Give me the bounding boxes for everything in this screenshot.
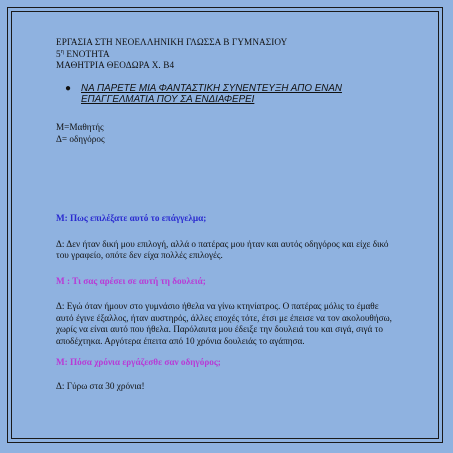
- answer-3: Δ: Γύρω στα 30 χρόνια!: [56, 380, 145, 391]
- document-body: [56, 37, 396, 392]
- question-2: Μ : Τι σας αρέσει σε αυτή τη δουλειά;: [56, 275, 206, 286]
- unit-label: ΕΝΟΤΗΤΑ: [63, 48, 110, 59]
- legend: [56, 122, 396, 145]
- bullet-dot-icon: ●: [65, 82, 72, 94]
- unit-superscript: η: [60, 48, 64, 55]
- answer-1: Δ: Δεν ήταν δική μου επιλογή, αλλά ο πατέρας μου ήταν και αυτός οδηγόρος και είχε δικό του γραφείο, οπότε δεν είχα πολλές επιλογές.: [56, 238, 389, 260]
- legend-driver: Δ= οδηγόρος: [56, 133, 105, 144]
- header-student: ΜΑΘΗΤΡΙΑ ΘΕΟΔΩΡΑ Χ. Β4: [56, 60, 175, 70]
- header-title: ΕΡΓΑΣΙΑ ΣΤΗ ΝΕΟΕΛΛΗΝΙΚΗ ΓΛΩΣΣΑ Β ΓΥΜΝΑΣΙΟΥ: [56, 37, 288, 47]
- question-1: Μ: Πως επιλέξατε αυτό το επάγγελμα;: [56, 213, 207, 223]
- question-3: Μ: Πόσα χρόνια εργάζεσθε σαν οδηγόρος;: [56, 357, 221, 367]
- legend-student: Μ=Μαθητής: [56, 122, 104, 132]
- assignment-text: ΝΑ ΠΑΡΕΤΕ ΜΙΑ ΦΑΝΤΑΣΤΙΚΗ ΣΥΝΕΝΤΕΥΞΗ ΑΠΟ ΕΝΑΝ ΕΠΑΓΓΕΛΜΑΤΙΑ ΠΟΥ ΣΑ ΕΝΔΙΑΦΕΡΕΙ: [81, 82, 342, 106]
- unit-number: 5: [56, 48, 61, 59]
- assignment-bullet: [65, 83, 396, 107]
- answer-2: Δ: Εγώ όταν ήμουν στο γυμνάσιο ήθελα να γίνω κτηνίατρος. Ο πατέρας μόλις το έμαθε αυτό έγινε έξαλλος, ήταν αυστηρός, άλλες εποχές τότε, έτσι με έπεισε να τον ακολουθήσω, χωρίς να είναι αυτό που ήθελα. Παρόλαυτα μου έδειξε την δουλειά του και σιγά, σιγά το αποδέχτηκα. Αργότερα έπειτα από 10 χρόνια δουλειάς το αγάπησα.: [56, 301, 392, 346]
- header-unit: [56, 49, 396, 61]
- document-header: [56, 37, 396, 72]
